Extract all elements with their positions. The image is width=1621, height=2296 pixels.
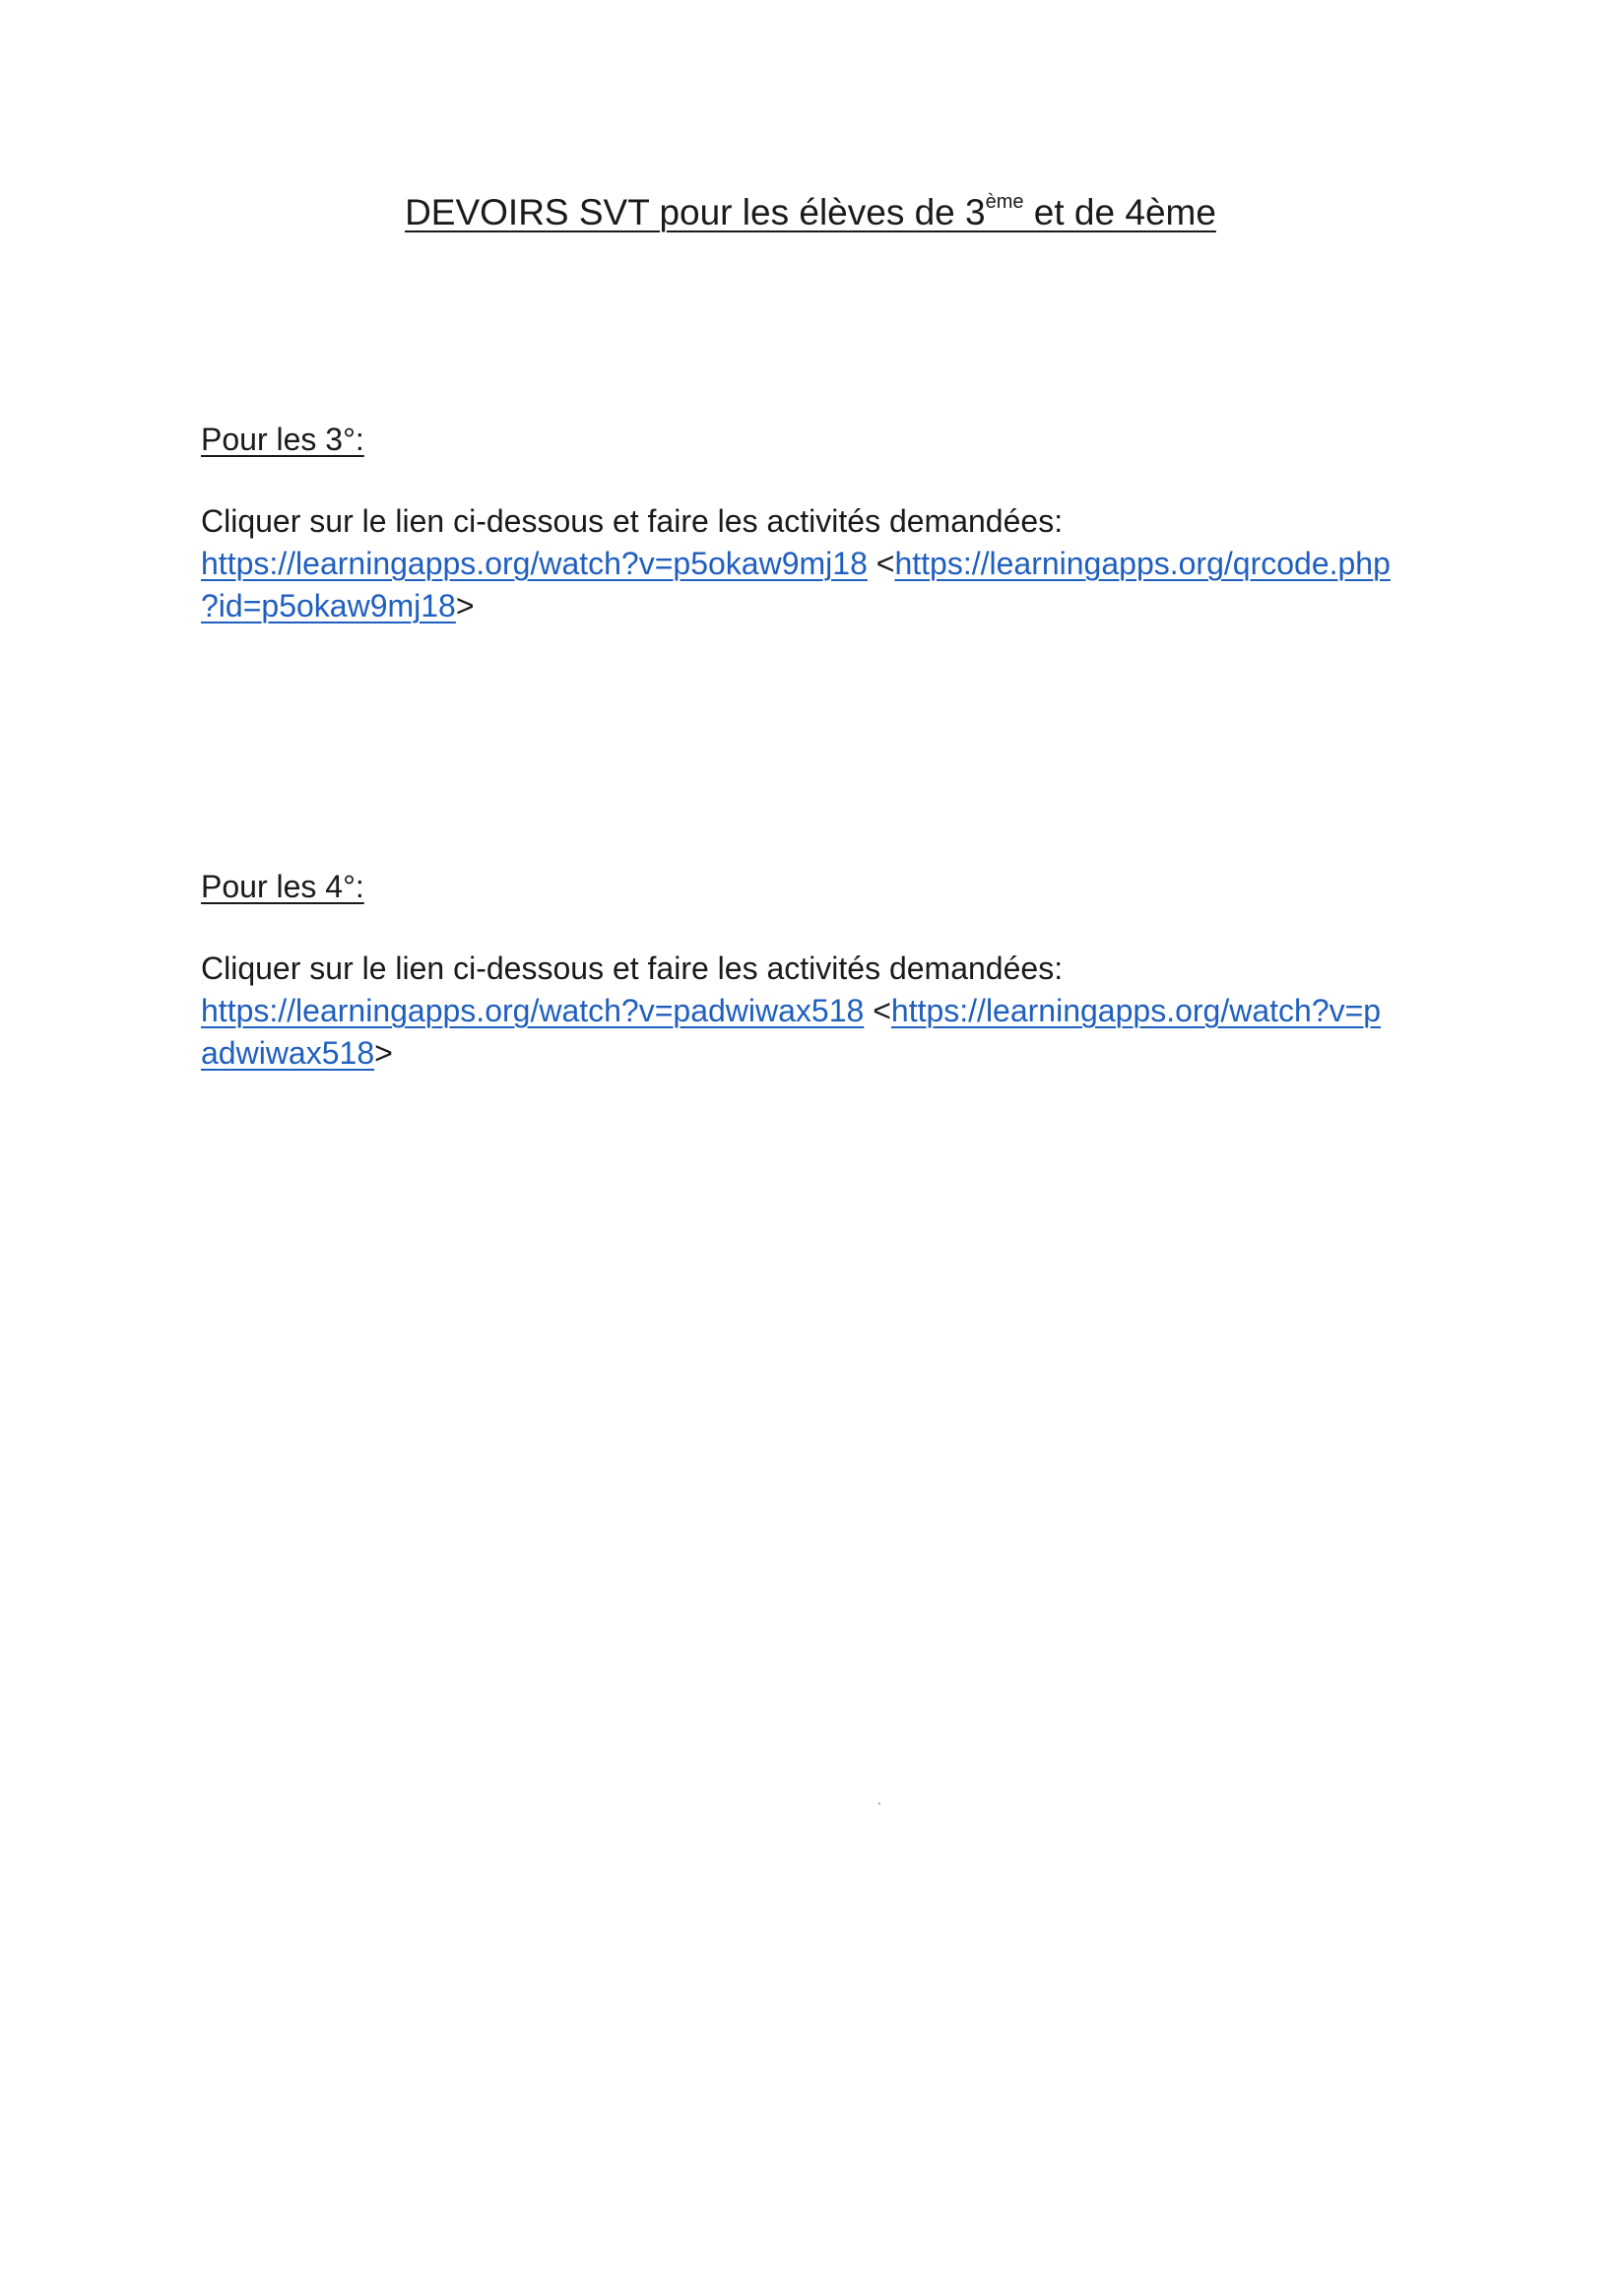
- page-title: [0, 183, 1621, 235]
- section-3-links-line-1: [201, 543, 1471, 585]
- section-4-heading: Pour les 4°:: [201, 869, 364, 904]
- title-text: [405, 192, 1216, 232]
- section-4-secondary-link-part-2[interactable]: adwiwax518: [201, 1035, 375, 1071]
- section-3-links-line-2: [201, 585, 1471, 627]
- section-4-secondary-link-part-1[interactable]: https://learningapps.org/watch?v=p: [890, 993, 1382, 1028]
- title-main: DEVOIRS SVT pour les élèves de 3: [405, 192, 986, 233]
- section-4-links-line-1: [201, 990, 1471, 1032]
- section-4-body: [201, 948, 1471, 1075]
- section-3-primary-link[interactable]: https://learningapps.org/watch?v=p5okaw9mj18: [201, 546, 868, 581]
- section-3-bracket-open: <: [867, 546, 895, 581]
- scan-speck: [878, 1803, 880, 1804]
- section-3-heading: Pour les 3°:: [201, 422, 364, 457]
- section-3-body: [201, 500, 1471, 627]
- section-4-bracket-open: <: [864, 993, 891, 1028]
- section-4-links-line-2: [201, 1032, 1471, 1075]
- title-end: et de 4ème: [1023, 192, 1216, 233]
- section-4-instruction: Cliquer sur le lien ci-dessous et faire les activités demandées:: [201, 951, 1064, 986]
- section-3-bracket-close: >: [455, 588, 475, 623]
- title-superscript: ème: [985, 191, 1024, 213]
- section-3-secondary-link-part-1[interactable]: https://learningapps.org/qrcode.php: [894, 546, 1391, 581]
- section-3-secondary-link-part-2[interactable]: ?id=p5okaw9mj18: [201, 588, 456, 623]
- section-3-instruction: Cliquer sur le lien ci-dessous et faire les activités demandées:: [201, 503, 1064, 539]
- section-4-primary-link[interactable]: https://learningapps.org/watch?v=padwiwax518: [201, 993, 865, 1028]
- section-4-bracket-close: >: [374, 1035, 393, 1071]
